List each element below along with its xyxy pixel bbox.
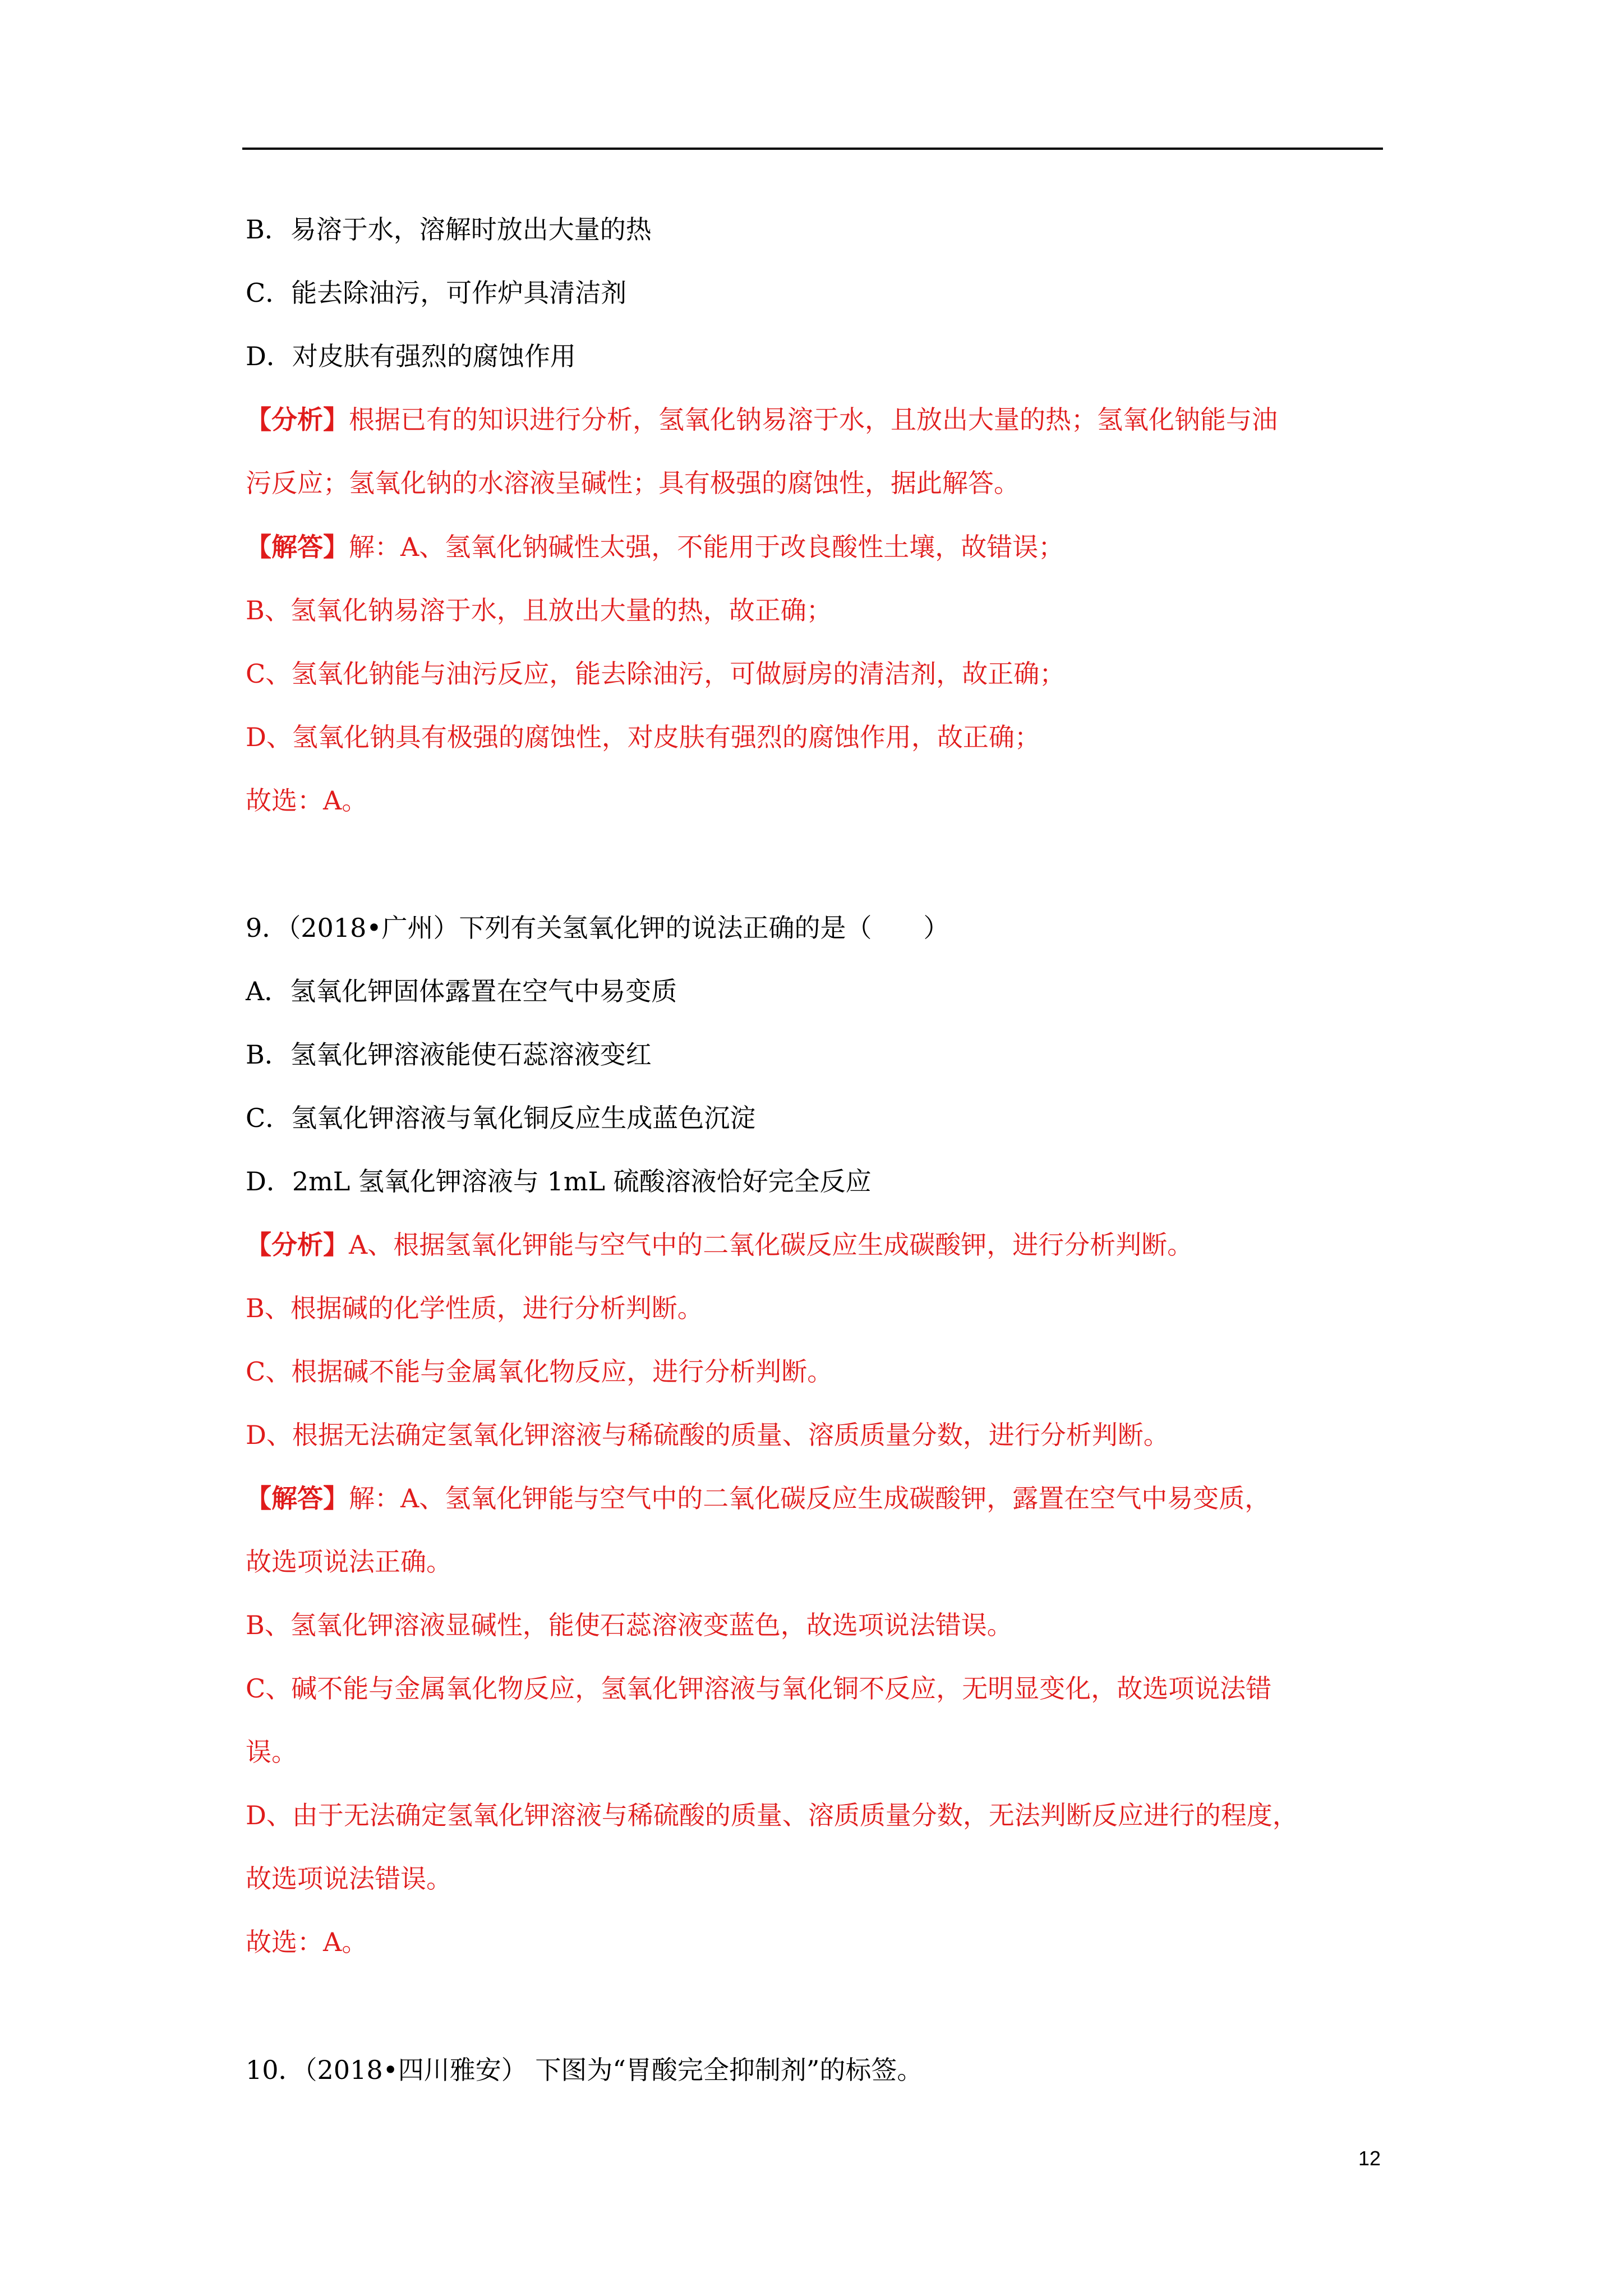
q8-answer-line-1 [246, 530, 1064, 564]
page-number: 12 [1358, 2147, 1381, 2170]
q9-analysis-line-1 [246, 1228, 1193, 1262]
q9-answer-line-7: 故选项说法错误。 [246, 1864, 452, 1894]
q10-stem: 10．（2018•四川雅安） 下图为“胃酸完全抑制剂”的标签。 [246, 2055, 923, 2085]
q9-option-d: D．2mL 氢氧化钾溶液与 1mL 硫酸溶液恰好完全反应 [246, 1166, 872, 1197]
q8-option-c: C．能去除油污，可作炉具清洁剂 [246, 278, 627, 308]
q9-answer-line-2: 故选项说法正确。 [246, 1547, 452, 1577]
q9-stem: 9．（2018•广州）下列有关氢氧化钾的说法正确的是（ ） [246, 913, 949, 943]
q8-answer-line-4: D、氢氧化钠具有极强的腐蚀性，对皮肤有强烈的腐蚀作用，故正确； [246, 722, 1040, 752]
q9-option-c: C．氢氧化钾溶液与氧化铜反应生成蓝色沉淀 [246, 1103, 756, 1133]
q8-choice: 故选：A。 [246, 785, 368, 816]
q8-analysis-text-1: 根据已有的知识进行分析，氢氧化钠易溶于水，且放出大量的热；氢氧化钠能与油 [349, 404, 1278, 435]
q9-choice: 故选：A。 [246, 1927, 368, 1957]
q8-answer-line-2: B、氢氧化钠易溶于水，且放出大量的热，故正确； [246, 595, 832, 625]
q9-answer-tag: 【解答】 [246, 1483, 349, 1513]
q8-answer-tag: 【解答】 [246, 532, 349, 562]
q9-option-a: A．氢氧化钾固体露置在空气中易变质 [246, 976, 677, 1006]
q9-analysis-text-1: A、根据氢氧化钾能与空气中的二氧化碳反应生成碳酸钾，进行分析判断。 [349, 1230, 1193, 1260]
q8-option-b: B．易溶于水，溶解时放出大量的热 [246, 214, 652, 245]
header-rule [242, 148, 1383, 150]
q9-analysis-line-3: C、根据碱不能与金属氧化物反应，进行分析判断。 [246, 1356, 833, 1387]
q9-answer-text-1: 解：A、氢氧化钾能与空气中的二氧化碳反应生成碳酸钾，露置在空气中易变质， [349, 1483, 1271, 1513]
q9-option-b: B．氢氧化钾溶液能使石蕊溶液变红 [246, 1039, 652, 1070]
q9-answer-line-5: 误。 [246, 1737, 297, 1767]
q9-analysis-tag: 【分析】 [246, 1230, 349, 1260]
q9-answer-line-4: C、碱不能与金属氧化物反应，氢氧化钾溶液与氧化铜不反应，无明显变化，故选项说法错 [246, 1673, 1272, 1704]
q8-answer-text-1: 解：A、氢氧化钠碱性太强，不能用于改良酸性土壤，故错误； [349, 532, 1064, 562]
q8-analysis-line-2: 污反应；氢氧化钠的水溶液呈碱性；具有极强的腐蚀性，据此解答。 [246, 468, 1020, 498]
q8-option-d: D．对皮肤有强烈的腐蚀作用 [246, 341, 576, 371]
q9-analysis-line-2: B、根据碱的化学性质，进行分析判断。 [246, 1293, 703, 1323]
q8-answer-line-3: C、氢氧化钠能与油污反应，能去除油污，可做厨房的清洁剂，故正确； [246, 659, 1066, 689]
q8-analysis-tag: 【分析】 [246, 404, 349, 435]
q9-answer-line-6: D、由于无法确定氢氧化钾溶液与稀硫酸的质量、溶质质量分数，无法判断反应进行的程度， [246, 1800, 1298, 1830]
q9-analysis-line-4: D、根据无法确定氢氧化钾溶液与稀硫酸的质量、溶质质量分数，进行分析判断。 [246, 1420, 1169, 1450]
q9-answer-line-1 [246, 1481, 1270, 1515]
q8-analysis-line-1 [246, 403, 1278, 436]
q9-answer-line-3: B、氢氧化钾溶液显碱性，能使石蕊溶液变蓝色，故选项说法错误。 [246, 1610, 1013, 1640]
